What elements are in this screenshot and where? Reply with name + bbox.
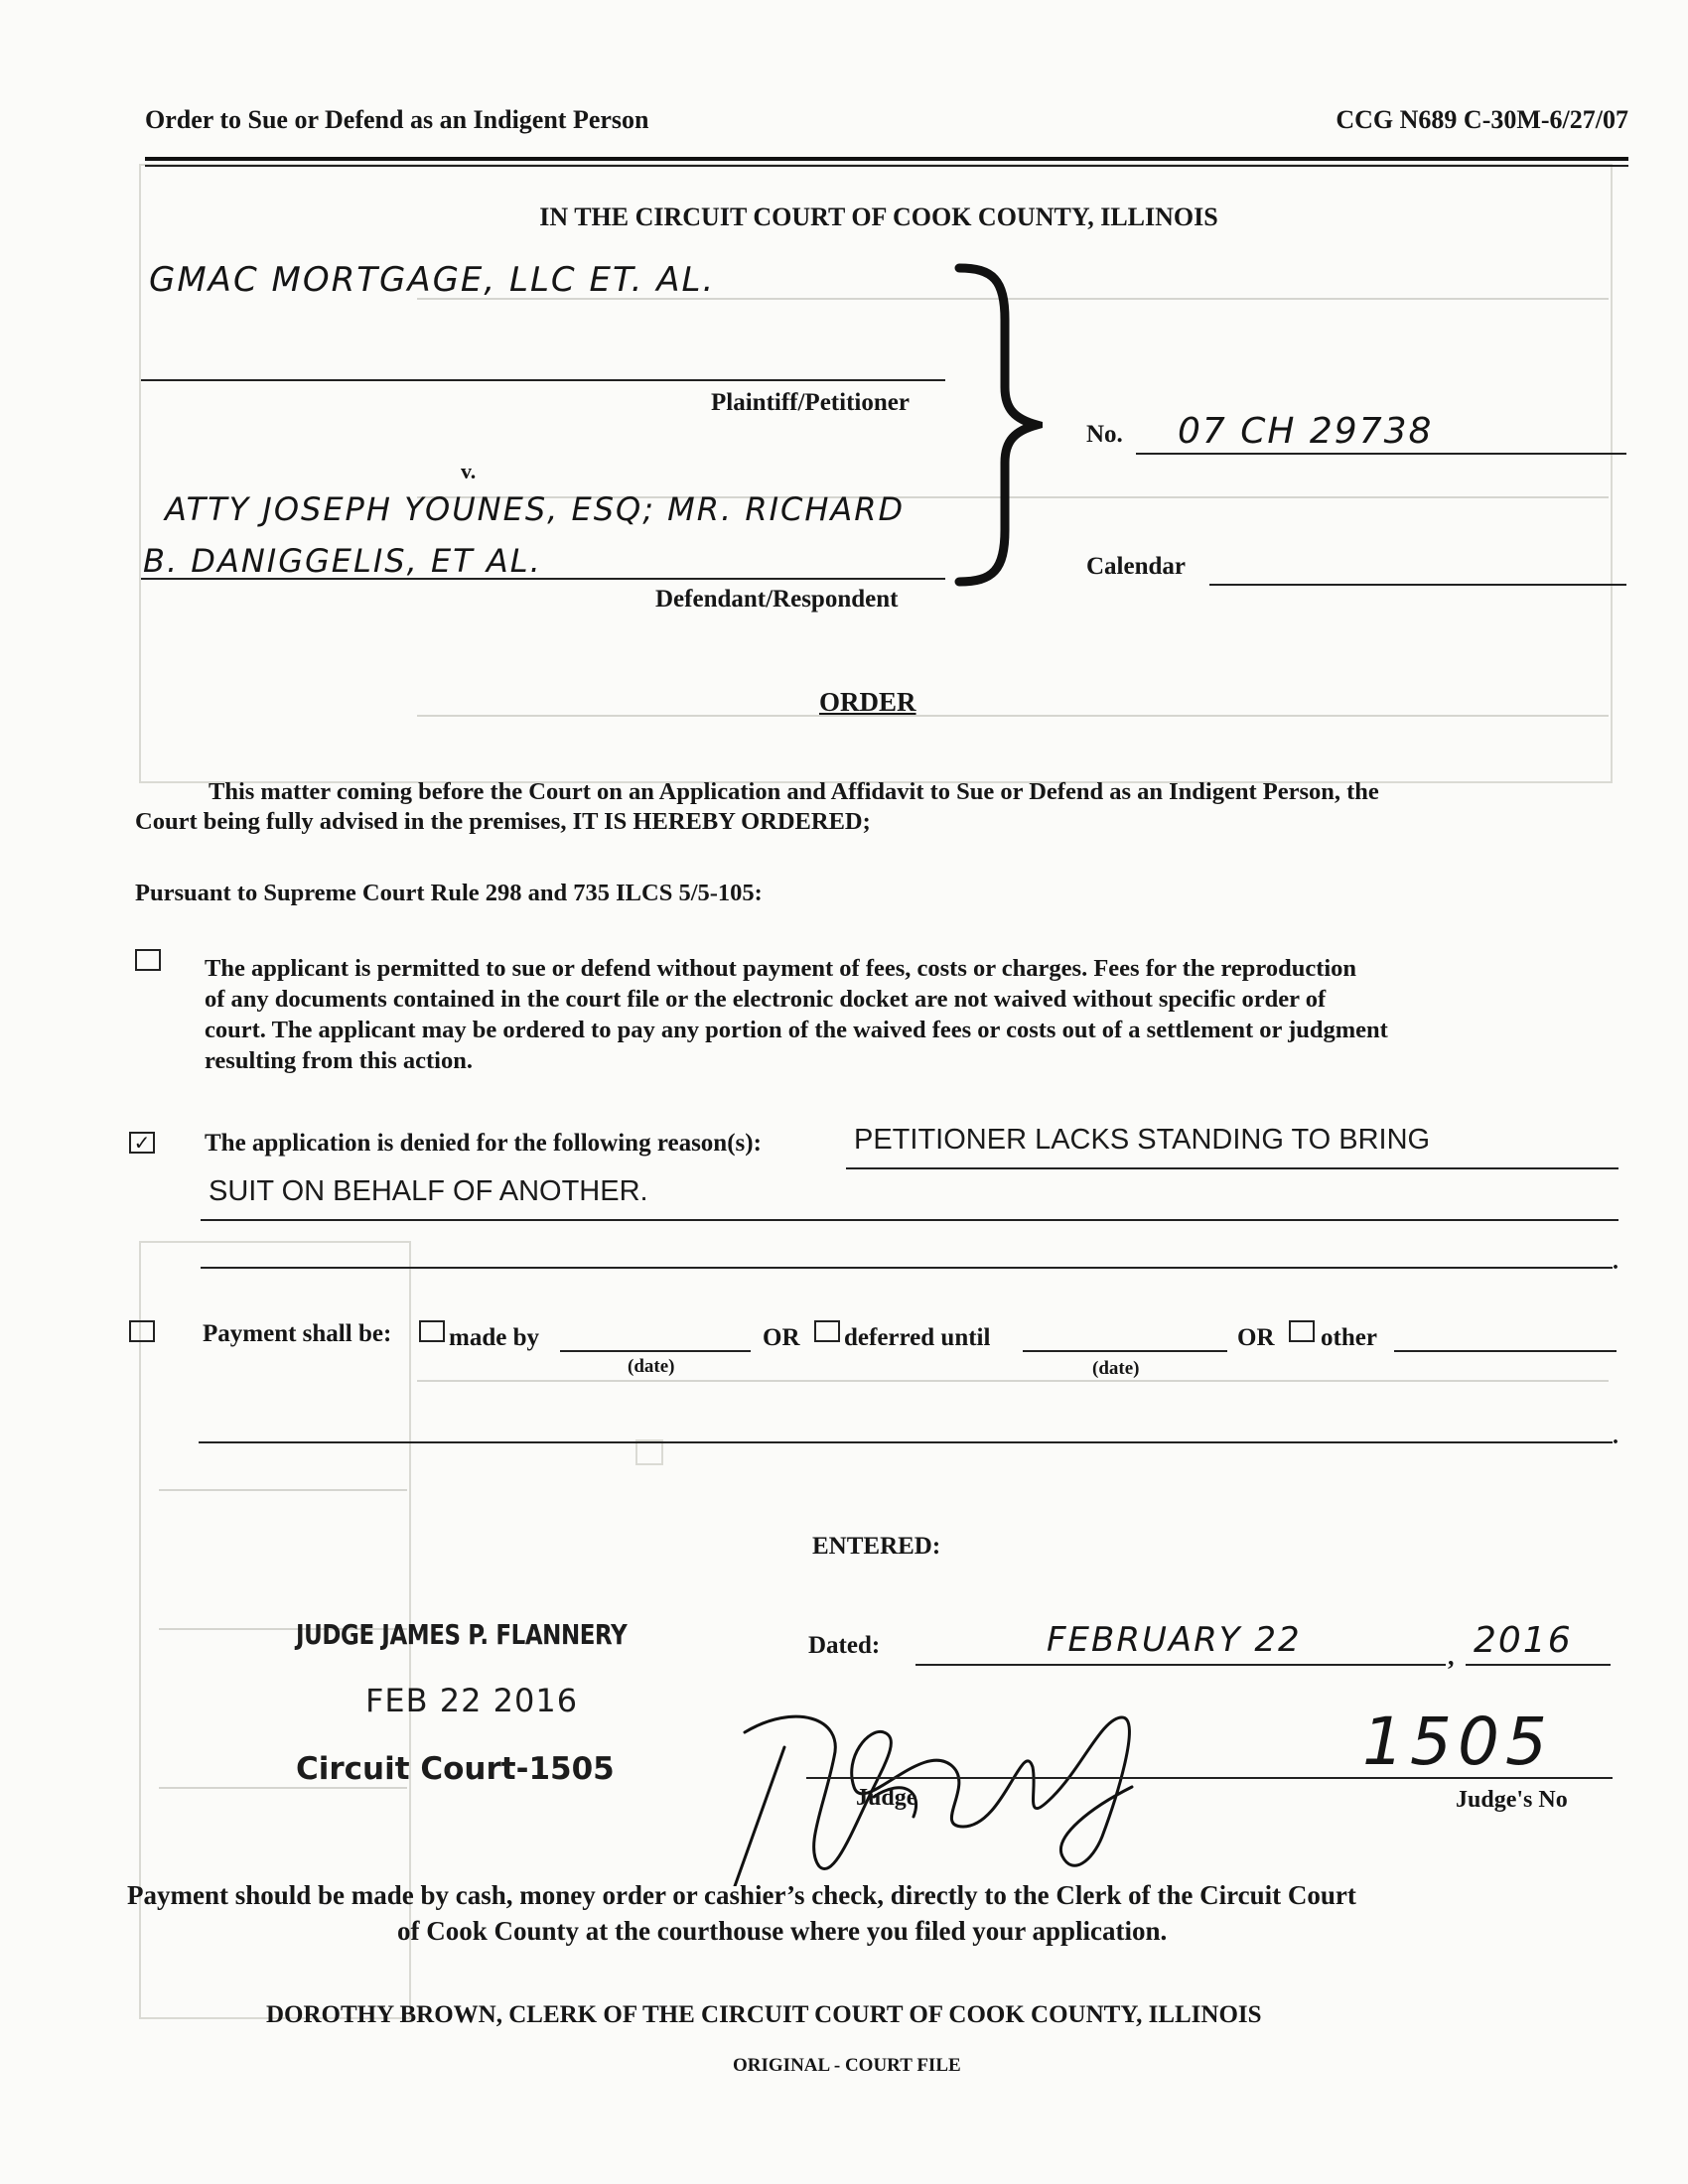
defendant-name-line1[interactable]: ATTY JOSEPH YOUNES, ESQ; MR. RICHARD: [165, 490, 906, 528]
other-line: [1394, 1350, 1617, 1352]
header-rule-thin: [145, 165, 1628, 167]
reason-underline-1: [846, 1167, 1618, 1169]
reason-underline-2: [201, 1219, 1618, 1221]
option1-text-line3: court. The applicant may be ordered to pay any portion of the waived fees or costs out of a settlement or judgment: [205, 1017, 1388, 1043]
judge-stamp-court: Circuit Court-1505: [296, 1751, 615, 1787]
denial-reason-line1[interactable]: PETITIONER LACKS STANDING TO BRING: [854, 1124, 1431, 1156]
judge-no-label: Judge's No: [1456, 1787, 1568, 1813]
dated-comma: ,: [1448, 1642, 1455, 1671]
dated-line-2: [1466, 1664, 1611, 1666]
or-label-1: OR: [763, 1324, 800, 1351]
reason-underline-3: [201, 1267, 1613, 1269]
dated-label: Dated:: [808, 1632, 881, 1659]
made-by-date-line: [560, 1350, 751, 1352]
judge-label: Judge: [856, 1785, 917, 1811]
judge-signature-line: [806, 1777, 1613, 1779]
dated-year[interactable]: 2016: [1474, 1620, 1573, 1661]
case-number[interactable]: 07 CH 29738: [1178, 411, 1434, 452]
entered-label: ENTERED:: [812, 1533, 941, 1560]
made-by-date-hint: (date): [628, 1356, 675, 1377]
court-heading: IN THE CIRCUIT COURT OF COOK COUNTY, ILLINOIS: [539, 203, 1218, 231]
defendant-line: [141, 578, 945, 580]
clerk-name: DOROTHY BROWN, CLERK OF THE CIRCUIT COURT OF COOK COUNTY, ILLINOIS: [266, 2001, 1262, 2028]
deferred-date-hint: (date): [1092, 1358, 1140, 1379]
dated-month-day[interactable]: FEBRUARY 22: [1047, 1620, 1302, 1660]
made-by-label: made by: [449, 1324, 539, 1351]
other-label: other: [1321, 1324, 1377, 1351]
other-checkbox[interactable]: [1289, 1320, 1315, 1342]
option1-text-line1: The applicant is permitted to sue or defend without payment of fees, costs or charges. Fees for the reproduction: [205, 955, 1357, 982]
made-by-checkbox[interactable]: [419, 1320, 445, 1342]
plaintiff-label: Plaintiff/Petitioner: [711, 389, 910, 416]
payment-note-line1: Payment should be made by cash, money order or cashier’s check, directly to the Clerk of the Circuit Court: [127, 1880, 1356, 1910]
denial-reason-line2[interactable]: SUIT ON BEHALF OF ANOTHER.: [209, 1175, 648, 1207]
option2-checkbox[interactable]: [129, 1132, 155, 1154]
form-title: Order to Sue or Defend as an Indigent Person: [145, 105, 649, 134]
checkmark-icon: ✓: [133, 1133, 151, 1155]
option1-checkbox[interactable]: [135, 949, 161, 971]
calendar-line: [1209, 584, 1626, 586]
deferred-label: deferred until: [844, 1324, 991, 1351]
footer-original: ORIGINAL - COURT FILE: [733, 2055, 961, 2076]
dated-line-1: [915, 1664, 1446, 1666]
option3-checkbox[interactable]: [129, 1320, 155, 1342]
case-no-line: [1136, 453, 1626, 455]
header-rule: [145, 157, 1628, 161]
payment-note-line2: of Cook County at the courthouse where you filed your application.: [397, 1916, 1168, 1946]
reason-period: .: [1613, 1249, 1618, 1275]
judge-signature-icon[interactable]: [725, 1678, 1340, 1886]
plaintiff-line: [141, 379, 945, 381]
payment-label: Payment shall be:: [203, 1320, 392, 1347]
form-code: CCG N689 C-30M-6/27/07: [1336, 105, 1628, 134]
pursuant-text: Pursuant to Supreme Court Rule 298 and 735 ILCS 5/5-105:: [135, 880, 763, 906]
judge-stamp-date: FEB 22 2016: [365, 1682, 579, 1719]
case-no-label: No.: [1086, 421, 1123, 448]
option2-label: The application is denied for the following reason(s):: [205, 1130, 762, 1157]
option1-text-line4: resulting from this action.: [205, 1047, 473, 1074]
calendar-label: Calendar: [1086, 553, 1186, 580]
option1-text-line2: of any documents contained in the court file or the electronic docket are not waived without specific order of: [205, 986, 1327, 1013]
plaintiff-name[interactable]: GMAC MORTGAGE, LLC ET. AL.: [149, 260, 716, 300]
order-heading: ORDER: [819, 687, 916, 717]
deferred-date-line: [1023, 1350, 1227, 1352]
defendant-label: Defendant/Respondent: [655, 586, 899, 613]
intro-text-line1: This matter coming before the Court on an Application and Affidavit to Sue or Defend as an Indigent Person, the: [209, 778, 1379, 805]
judge-stamp-name: JUDGE JAMES P. FLANNERY: [296, 1618, 628, 1651]
payment-extra-line: [199, 1441, 1613, 1443]
judge-number-handwritten[interactable]: 1505: [1362, 1704, 1553, 1780]
payment-period: .: [1613, 1424, 1618, 1449]
defendant-name-line2[interactable]: B. DANIGGELIS, ET AL.: [143, 542, 542, 580]
intro-text-line2: Court being fully advised in the premises, IT IS HEREBY ORDERED;: [135, 808, 871, 835]
versus-label: v.: [461, 459, 477, 483]
caption-brace-icon: [953, 260, 1043, 588]
or-label-2: OR: [1237, 1324, 1275, 1351]
deferred-checkbox[interactable]: [814, 1320, 840, 1342]
